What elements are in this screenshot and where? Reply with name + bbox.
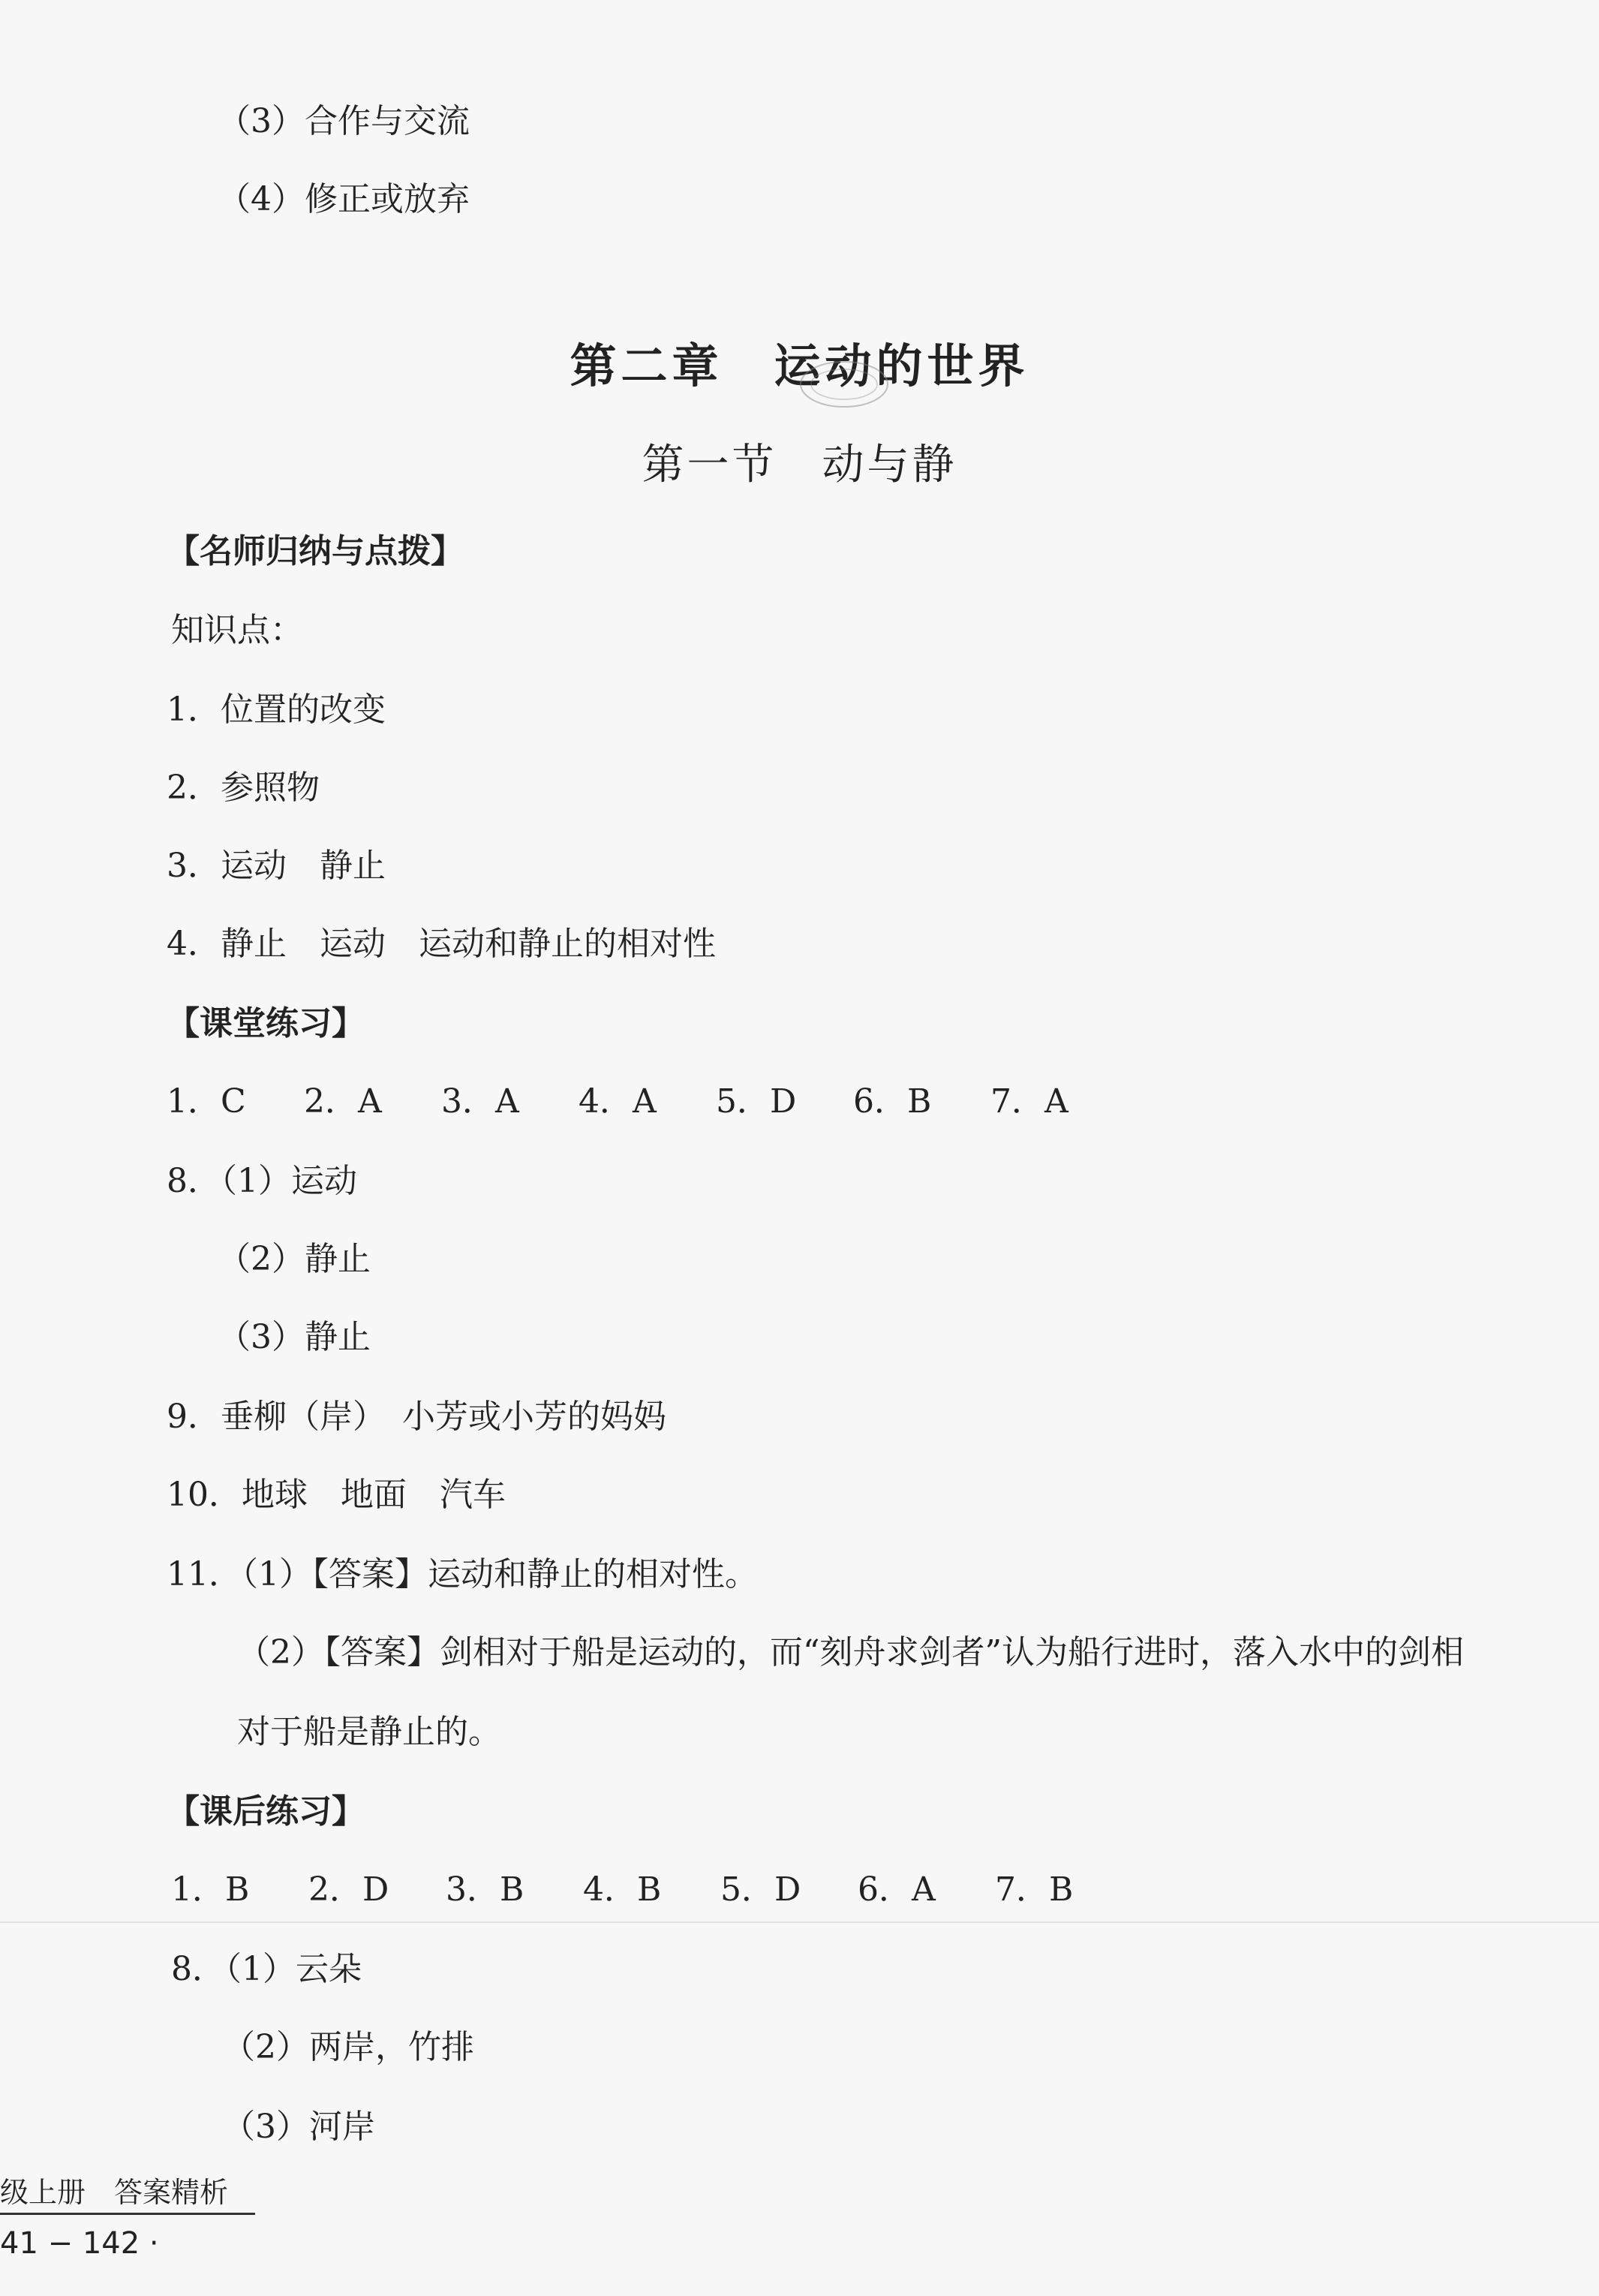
mc-answer: 3．A [441,1082,519,1121]
mc-answer: 6．B [853,1082,932,1121]
classroom-q8-1: 8．（1）运动 [167,1162,357,1200]
after-class-q8-1: 8．（1）云朵 [171,1950,362,1988]
section-title: 第一节 动与静 [642,441,957,489]
knowledge-point: 4．静止 运动 运动和静止的相对性 [167,925,716,963]
top-item-4: （4）修正或放弃 [218,180,470,218]
classroom-q9: 9．垂柳（岸） 小芳或小芳的妈妈 [167,1398,666,1436]
mc-answer: 2．A [304,1082,382,1121]
mc-answer: 4．B [583,1870,662,1909]
mc-answer: 5．D [720,1870,801,1909]
knowledge-label: 知识点： [171,611,303,649]
knowledge-point: 3．运动 静止 [167,847,386,885]
after-class-heading: 【课后练习】 [167,1792,365,1831]
chapter-title: 第二章 运动的世界 [570,339,1029,393]
classroom-heading: 【课堂练习】 [167,1004,365,1043]
knowledge-point: 2．参照物 [167,769,320,807]
page-number: 41 − 142 · [0,2226,159,2261]
scan-divider [0,1921,1599,1923]
after-class-mc-answers [171,1867,1132,1912]
mc-answer: 7．A [990,1082,1069,1121]
mc-answer: 1．B [171,1870,250,1909]
mc-answer: 7．B [995,1870,1074,1909]
mc-answer: 3．B [446,1870,524,1909]
classroom-q11-1: 11．（1）【答案】运动和静止的相对性。 [167,1555,758,1593]
footer-book-label: 级上册 答案精析 [0,2176,229,2209]
after-class-q8-2: （2）两岸，竹排 [222,2028,474,2066]
mc-answer: 5．D [716,1082,797,1121]
watermark-stamp [795,356,893,413]
after-class-q8-3: （3）河岸 [222,2108,375,2146]
classroom-q8-2: （2）静止 [218,1240,371,1278]
classroom-mc-answers [167,1079,1128,1124]
knowledge-point: 1．位置的改变 [167,691,386,729]
classroom-q11-2b: 对于船是静止的。 [237,1713,501,1751]
mc-answer: 2．D [308,1870,389,1909]
mc-answer: 6．A [858,1870,936,1909]
teacher-summary-heading: 【名师归纳与点拨】 [167,532,464,570]
mc-answer: 1．C [167,1082,246,1121]
classroom-q8-3: （3）静止 [218,1318,371,1356]
classroom-q11-2a: （2）【答案】剑相对于船是运动的，而“刻舟求剑者”认为船行进时，落入水中的剑相 [237,1633,1464,1672]
top-item-3: （3）合作与交流 [218,102,470,140]
mc-answer: 4．A [579,1082,657,1121]
footer-rule [0,2213,255,2215]
classroom-q10: 10．地球 地面 汽车 [167,1476,506,1514]
